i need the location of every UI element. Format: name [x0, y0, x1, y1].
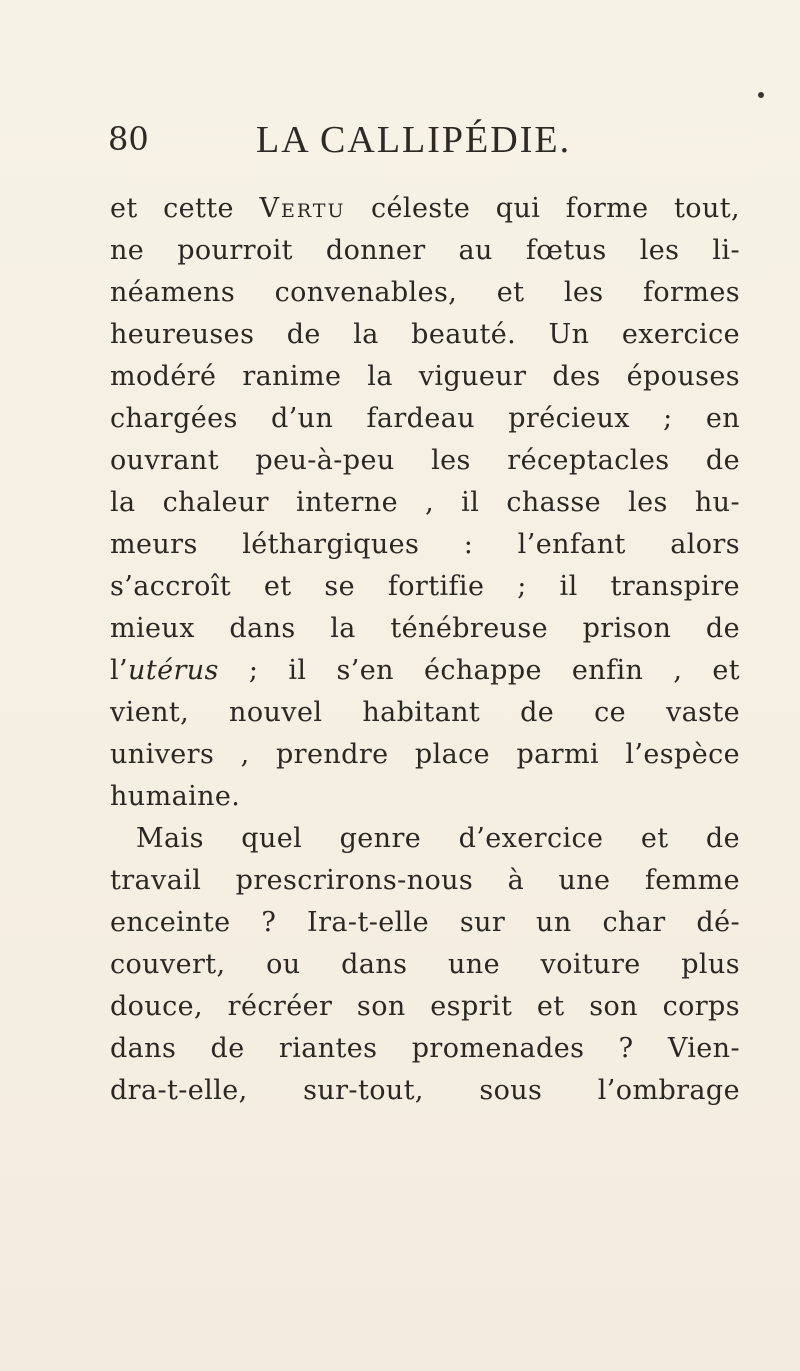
text-line: humaine.: [110, 781, 241, 812]
text-line: dans de riantes promenades ? Vien-: [110, 1033, 740, 1064]
italic-word: utérus: [128, 655, 219, 686]
text-line: ouvrant peu-à-peu les réceptacles de: [110, 445, 740, 476]
text-line: la chaleur interne , il chasse les hu-: [110, 487, 740, 518]
text-line: travail prescrirons-nous à une femme: [110, 865, 740, 896]
text-line: dra-t-elle, sur-tout, sous l’ombrage: [110, 1075, 740, 1106]
text-line: chargées d’un fardeau précieux ; en: [110, 403, 740, 434]
text-line: enceinte ? Ira-t-elle sur un char dé-: [110, 907, 740, 938]
text-line: univers , prendre place parmi l’espèce: [110, 739, 740, 770]
paragraph-start-line: Mais quel genre d’exercice et de: [136, 823, 740, 854]
text-line: meurs léthargiques : l’enfant alors: [110, 529, 740, 560]
ink-speck: [758, 92, 764, 98]
text-line: et cette Vertu céleste qui forme tout,: [110, 193, 740, 224]
text-line: s’accroît et se fortifie ; il transpire: [110, 571, 740, 602]
text-line: mieux dans la ténébreuse prison de: [110, 613, 740, 644]
small-caps-word: Vertu: [259, 193, 346, 224]
body-text: [110, 188, 740, 1112]
running-title: LA CALLIPÉDIE.: [256, 119, 572, 161]
text-line: heureuses de la beauté. Un exercice: [110, 319, 740, 350]
text-line: vient, nouvel habitant de ce vaste: [110, 697, 740, 728]
text-line: modéré ranime la vigueur des épouses: [110, 361, 740, 392]
text-line: l’utérus ; il s’en échappe enfin , et: [110, 655, 740, 686]
text-line: ne pourroit donner au fœtus les li-: [110, 235, 740, 266]
page-header: [108, 118, 728, 174]
page-number: 80: [108, 120, 149, 158]
text-line: couvert, ou dans une voiture plus: [110, 949, 740, 980]
text-line: douce, récréer son esprit et son corps: [110, 991, 740, 1022]
text-line: néamens convenables, et les formes: [110, 277, 740, 308]
